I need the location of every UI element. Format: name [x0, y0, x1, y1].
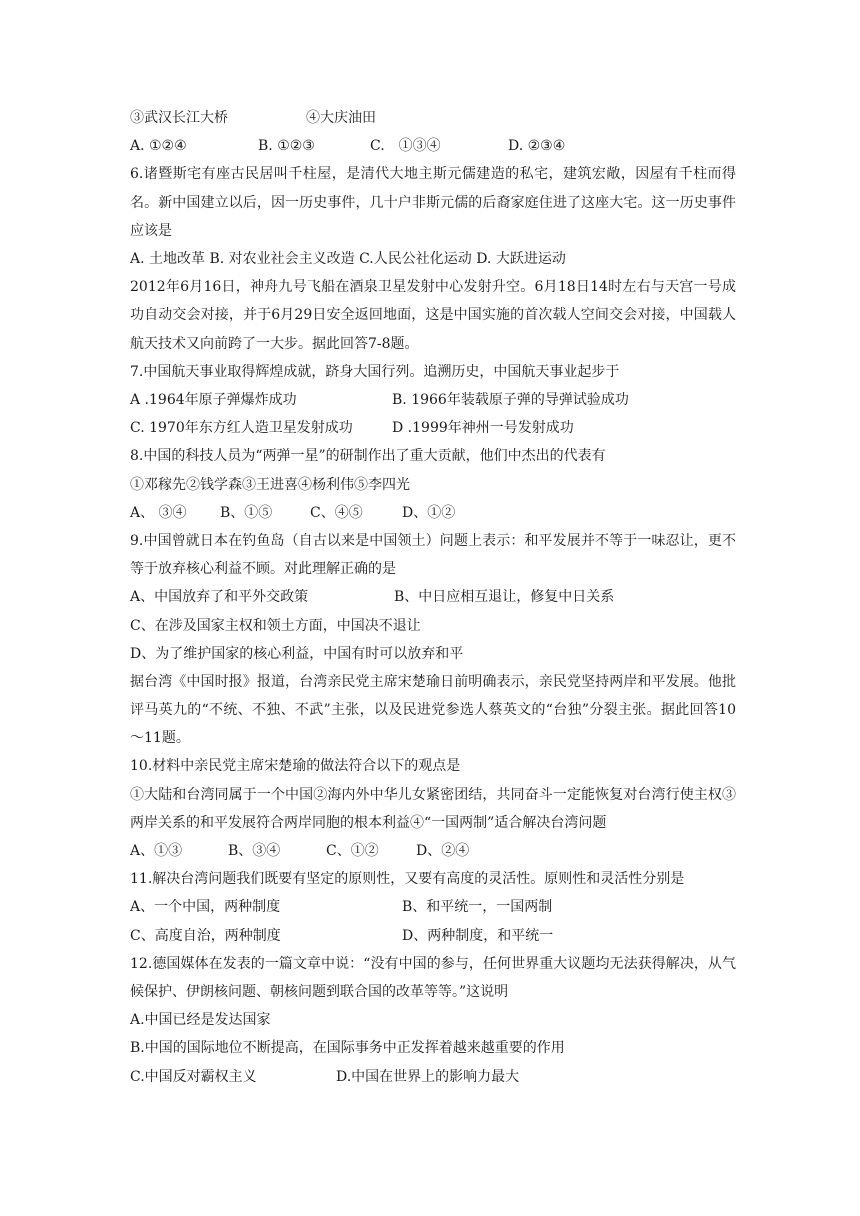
- q7-option-a: A .1964年原子弹爆炸成功: [130, 391, 297, 408]
- q7-options-cd: [130, 414, 736, 442]
- q7-option-d: D .1999年神州一号发射成功: [392, 420, 574, 437]
- q5-option-c: C. ①③④: [370, 138, 441, 155]
- q10-option-c: C、①②: [326, 843, 379, 860]
- q8-items: ①邓稼先②钱学森③王进喜④杨利伟⑤李四光: [130, 476, 410, 493]
- q7-options-ab: [130, 386, 736, 414]
- q10-stem: 10.材料中亲民党主席宋楚瑜的做法符合以下的观点是: [130, 758, 461, 775]
- q12-option-a: A.中国已经是发达国家: [130, 1012, 271, 1029]
- q11-options-ab: [130, 893, 736, 921]
- q8-option-d: D、①②: [402, 504, 456, 521]
- q8-option-a: A、 ③④: [130, 504, 187, 521]
- q9-option-a: A、中国放弃了和平外交政策: [130, 589, 309, 606]
- q11-options-cd: [130, 922, 736, 950]
- q9-options-ab: [130, 583, 736, 611]
- material-10-11: 据台湾《中国时报》报道，台湾亲民党主席宋楚瑜日前明确表示，亲民党坚持两岸和平发展。他批评马英九的“不统、不独、不武”主张，以及民进党参选人蔡英文的“台独”分裂主张。据此回答10～11题。: [130, 673, 736, 747]
- q5-item-3: ③武汉长江大桥: [130, 110, 228, 126]
- q5-option-a: A. ①②④: [130, 138, 187, 155]
- q8-option-c: C、④⑤: [310, 504, 363, 521]
- q11-option-a: A、一个中国，两种制度: [130, 899, 281, 916]
- q6-options: A. 土地改革 B. 对农业社会主义改造 C.人民公社化运动 D. 大跃进运动: [130, 250, 566, 267]
- material-7-8: 2012年6月16日，神舟九号飞船在酒泉卫星发射中心发射升空。6月18日14时左右与天宫一号成功自动交会对接，并于6月29日安全返回地面，这是中国实施的首次载人空间交会对接，中国载人航天技术又向前跨了一大步。据此回答7-8题。: [130, 279, 736, 352]
- q8-option-b: B、①⑤: [220, 504, 273, 521]
- q9-option-c: C、在涉及国家主权和领土方面，中国决不退让: [130, 617, 421, 634]
- q12-options-cd: [130, 1063, 736, 1091]
- q10-options: [130, 837, 736, 865]
- q11-option-d: D、两种制度，和平统一: [402, 927, 554, 944]
- q7-option-c: C. 1970年东方红人造卫星发射成功: [130, 420, 353, 437]
- q11-stem: 11.解决台湾问题我们既要有坚定的原则性，又要有高度的灵活性。原则性和灵活性分别是: [130, 871, 685, 888]
- q5-option-d: D. ②③④: [508, 138, 566, 155]
- q5-item-4: ④大庆油田: [306, 110, 376, 126]
- q10-option-a: A、①③: [130, 843, 183, 860]
- q12-stem: 12.德国媒体在发表的一篇文章中说：“没有中国的参与，任何世界重大议题均无法获得解决，从气候保护、伊朗核问题、朝核问题到联合国的改革等等。”这说明: [130, 955, 736, 1001]
- q12-option-d: D.中国在世界上的影响力最大: [336, 1068, 520, 1085]
- q12-option-c: C.中国反对霸权主义: [130, 1068, 257, 1085]
- q8-options: [130, 499, 736, 527]
- exam-content: [130, 104, 736, 1091]
- q11-option-b: B、和平统一，一国两制: [402, 899, 553, 916]
- q12-option-b: B.中国的国际地位不断提高，在国际事务中正发挥着越来越重要的作用: [130, 1040, 565, 1057]
- q9-option-b: B、中日应相互退让，修复中日关系: [394, 589, 615, 606]
- q11-option-c: C、高度自治，两种制度: [130, 927, 281, 944]
- q9-stem: 9.中国曾就日本在钓鱼岛（自古以来是中国领土）问题上表示：和平发展并不等于一味忍让，更不等于放弃核心利益不顾。对此理解正确的是: [130, 532, 736, 578]
- q7-option-b: B. 1966年装载原子弹的导弹试验成功: [392, 391, 629, 408]
- q6-stem: 6.诸暨斯宅有座古民居叫千柱屋，是清代大地主斯元儒建造的私宅，建筑宏敞，因屋有千柱而得名。新中国建立以后，因一历史事件，几十户非斯元儒的后裔家庭住进了这座大宅。这一历史事件应该是: [130, 166, 736, 239]
- q5-items-line: [130, 104, 736, 132]
- q9-option-d: D、为了维护国家的核心利益，中国有时可以放弃和平: [130, 645, 464, 662]
- q5-options: [130, 132, 736, 160]
- q10-option-d: D、②④: [416, 843, 470, 860]
- q10-option-b: B、③④: [228, 843, 281, 860]
- q7-stem: 7.中国航天事业取得辉煌成就，跻身大国行列。追溯历史，中国航天事业起步于: [130, 363, 620, 380]
- q10-items: ①大陆和台湾同属于一个中国②海内外中华儿女紧密团结，共同奋斗一定能恢复对台湾行使主权③两岸关系的和平发展符合两岸同胞的根本利益④“一国两制”适合解决台湾问题: [130, 786, 736, 831]
- q5-option-b: B. ①②③: [258, 138, 315, 155]
- q8-stem: 8.中国的科技人员为“两弹一星”的研制作出了重大贡献，他们中杰出的代表有: [130, 448, 606, 465]
